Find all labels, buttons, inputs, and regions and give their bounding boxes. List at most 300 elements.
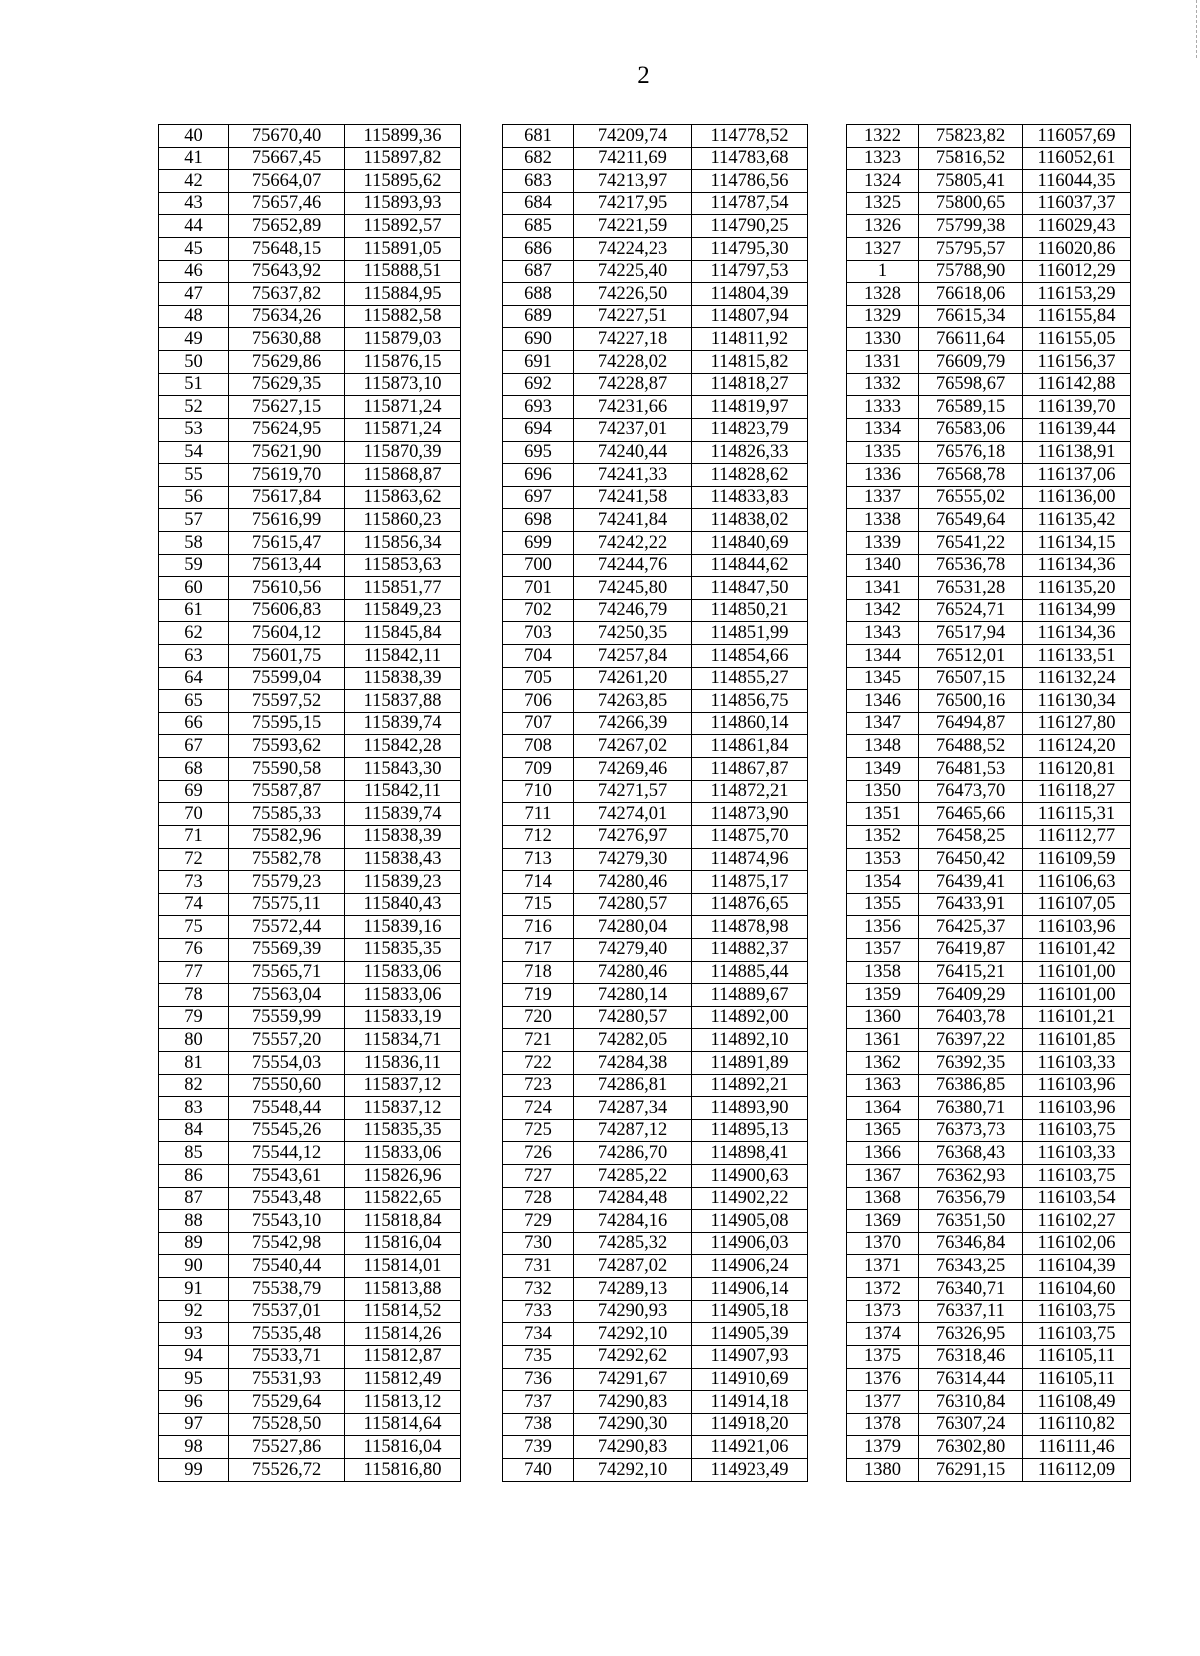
block-separator <box>461 418 503 441</box>
middle-block-point-number-cell: 705 <box>503 667 574 690</box>
middle-block-point-number-cell: 691 <box>503 351 574 374</box>
middle-block-x-coordinate-cell: 74267,02 <box>574 735 692 758</box>
left-block-y-coordinate-cell: 115816,04 <box>345 1232 461 1255</box>
right-block-y-coordinate-cell: 116101,21 <box>1023 1006 1131 1029</box>
left-block-y-coordinate-cell: 115871,24 <box>345 418 461 441</box>
right-block-y-coordinate-cell: 116139,44 <box>1023 418 1131 441</box>
left-block-y-coordinate-cell: 115812,87 <box>345 1345 461 1368</box>
middle-block-y-coordinate-cell: 114867,87 <box>692 758 808 781</box>
block-separator <box>808 622 847 645</box>
left-block-point-number-cell: 87 <box>159 1187 229 1210</box>
middle-block-y-coordinate-cell: 114873,90 <box>692 803 808 826</box>
left-block-point-number-cell: 48 <box>159 305 229 328</box>
right-block-point-number-cell: 1354 <box>847 871 919 894</box>
block-separator <box>808 1051 847 1074</box>
table-row <box>159 871 1131 894</box>
left-block-x-coordinate-cell: 75563,04 <box>229 984 345 1007</box>
right-block-point-number-cell: 1364 <box>847 1097 919 1120</box>
left-block-point-number-cell: 42 <box>159 170 229 193</box>
left-block-y-coordinate-cell: 115833,06 <box>345 1142 461 1165</box>
block-separator <box>808 577 847 600</box>
middle-block-point-number-cell: 686 <box>503 238 574 261</box>
table-row <box>159 1232 1131 1255</box>
right-block-point-number-cell: 1353 <box>847 848 919 871</box>
block-separator <box>808 1436 847 1459</box>
left-block-point-number-cell: 41 <box>159 147 229 170</box>
middle-block-y-coordinate-cell: 114807,94 <box>692 305 808 328</box>
block-separator <box>461 215 503 238</box>
middle-block-x-coordinate-cell: 74242,22 <box>574 531 692 554</box>
right-block-y-coordinate-cell: 116156,37 <box>1023 351 1131 374</box>
right-block-x-coordinate-cell: 76425,37 <box>919 916 1023 939</box>
block-separator <box>461 1278 503 1301</box>
table-row <box>159 305 1131 328</box>
right-block-point-number-cell: 1333 <box>847 396 919 419</box>
left-block-y-coordinate-cell: 115839,16 <box>345 916 461 939</box>
right-block-x-coordinate-cell: 76512,01 <box>919 645 1023 668</box>
left-block-y-coordinate-cell: 115888,51 <box>345 260 461 283</box>
block-separator <box>461 1300 503 1323</box>
right-block-y-coordinate-cell: 116103,75 <box>1023 1323 1131 1346</box>
left-block-point-number-cell: 57 <box>159 509 229 532</box>
left-block-point-number-cell: 72 <box>159 848 229 871</box>
middle-block-x-coordinate-cell: 74280,14 <box>574 984 692 1007</box>
middle-block-y-coordinate-cell: 114892,10 <box>692 1029 808 1052</box>
table-row <box>159 1255 1131 1278</box>
block-separator <box>808 464 847 487</box>
left-block-y-coordinate-cell: 115816,80 <box>345 1458 461 1481</box>
block-separator <box>808 825 847 848</box>
right-block-y-coordinate-cell: 116020,86 <box>1023 238 1131 261</box>
left-block-y-coordinate-cell: 115849,23 <box>345 599 461 622</box>
right-block-x-coordinate-cell: 76583,06 <box>919 418 1023 441</box>
block-separator <box>808 712 847 735</box>
block-separator <box>808 938 847 961</box>
right-block-x-coordinate-cell: 76409,29 <box>919 984 1023 1007</box>
middle-block-x-coordinate-cell: 74271,57 <box>574 780 692 803</box>
block-separator <box>461 554 503 577</box>
left-block-point-number-cell: 58 <box>159 531 229 554</box>
right-block-x-coordinate-cell: 76517,94 <box>919 622 1023 645</box>
left-block-point-number-cell: 90 <box>159 1255 229 1278</box>
block-separator <box>808 735 847 758</box>
table-row <box>159 1119 1131 1142</box>
middle-block-y-coordinate-cell: 114921,06 <box>692 1436 808 1459</box>
middle-block-x-coordinate-cell: 74225,40 <box>574 260 692 283</box>
block-separator <box>808 667 847 690</box>
left-block-x-coordinate-cell: 75544,12 <box>229 1142 345 1165</box>
right-block-x-coordinate-cell: 76524,71 <box>919 599 1023 622</box>
left-block-x-coordinate-cell: 75652,89 <box>229 215 345 238</box>
middle-block-y-coordinate-cell: 114783,68 <box>692 147 808 170</box>
left-block-y-coordinate-cell: 115839,74 <box>345 803 461 826</box>
middle-block-point-number-cell: 737 <box>503 1391 574 1414</box>
right-block-y-coordinate-cell: 116029,43 <box>1023 215 1131 238</box>
left-block-x-coordinate-cell: 75557,20 <box>229 1029 345 1052</box>
block-separator <box>808 373 847 396</box>
left-block-point-number-cell: 64 <box>159 667 229 690</box>
right-block-point-number-cell: 1362 <box>847 1051 919 1074</box>
right-block-y-coordinate-cell: 116136,00 <box>1023 486 1131 509</box>
middle-block-y-coordinate-cell: 114918,20 <box>692 1413 808 1436</box>
middle-block-y-coordinate-cell: 114804,39 <box>692 283 808 306</box>
middle-block-point-number-cell: 719 <box>503 984 574 1007</box>
middle-block-y-coordinate-cell: 114778,52 <box>692 125 808 148</box>
left-block-y-coordinate-cell: 115871,24 <box>345 396 461 419</box>
middle-block-point-number-cell: 733 <box>503 1300 574 1323</box>
middle-block-x-coordinate-cell: 74224,23 <box>574 238 692 261</box>
right-block-point-number-cell: 1376 <box>847 1368 919 1391</box>
left-block-y-coordinate-cell: 115876,15 <box>345 351 461 374</box>
right-block-y-coordinate-cell: 116134,36 <box>1023 622 1131 645</box>
left-block-y-coordinate-cell: 115837,12 <box>345 1097 461 1120</box>
left-block-y-coordinate-cell: 115816,04 <box>345 1436 461 1459</box>
left-block-point-number-cell: 70 <box>159 803 229 826</box>
right-block-point-number-cell: 1339 <box>847 531 919 554</box>
middle-block-x-coordinate-cell: 74250,35 <box>574 622 692 645</box>
left-block-point-number-cell: 67 <box>159 735 229 758</box>
left-block-point-number-cell: 54 <box>159 441 229 464</box>
block-separator <box>461 690 503 713</box>
middle-block-y-coordinate-cell: 114905,39 <box>692 1323 808 1346</box>
left-block-y-coordinate-cell: 115814,52 <box>345 1300 461 1323</box>
left-block-y-coordinate-cell: 115856,34 <box>345 531 461 554</box>
block-separator <box>808 1187 847 1210</box>
left-block-x-coordinate-cell: 75619,70 <box>229 464 345 487</box>
left-block-y-coordinate-cell: 115893,93 <box>345 192 461 215</box>
block-separator <box>808 916 847 939</box>
left-block-y-coordinate-cell: 115813,12 <box>345 1391 461 1414</box>
block-separator <box>461 735 503 758</box>
block-separator <box>808 441 847 464</box>
middle-block-x-coordinate-cell: 74290,30 <box>574 1413 692 1436</box>
block-separator <box>808 1074 847 1097</box>
block-separator <box>461 147 503 170</box>
right-block-y-coordinate-cell: 116133,51 <box>1023 645 1131 668</box>
left-block-x-coordinate-cell: 75670,40 <box>229 125 345 148</box>
middle-block-point-number-cell: 700 <box>503 554 574 577</box>
right-block-y-coordinate-cell: 116138,91 <box>1023 441 1131 464</box>
left-block-point-number-cell: 81 <box>159 1051 229 1074</box>
left-block-y-coordinate-cell: 115812,49 <box>345 1368 461 1391</box>
middle-block-x-coordinate-cell: 74246,79 <box>574 599 692 622</box>
middle-block-y-coordinate-cell: 114815,82 <box>692 351 808 374</box>
block-separator <box>808 1300 847 1323</box>
left-block-point-number-cell: 69 <box>159 780 229 803</box>
middle-block-x-coordinate-cell: 74227,18 <box>574 328 692 351</box>
left-block-point-number-cell: 78 <box>159 984 229 1007</box>
left-block-x-coordinate-cell: 75543,61 <box>229 1165 345 1188</box>
table-row <box>159 1006 1131 1029</box>
middle-block-x-coordinate-cell: 74241,84 <box>574 509 692 532</box>
right-block-point-number-cell: 1375 <box>847 1345 919 1368</box>
table-row <box>159 1097 1131 1120</box>
left-block-x-coordinate-cell: 75621,90 <box>229 441 345 464</box>
table-row <box>159 1458 1131 1481</box>
middle-block-x-coordinate-cell: 74221,59 <box>574 215 692 238</box>
right-block-y-coordinate-cell: 116134,36 <box>1023 554 1131 577</box>
middle-block-x-coordinate-cell: 74284,48 <box>574 1187 692 1210</box>
block-separator <box>461 441 503 464</box>
middle-block-x-coordinate-cell: 74228,02 <box>574 351 692 374</box>
block-separator <box>461 1391 503 1414</box>
right-block-point-number-cell: 1371 <box>847 1255 919 1278</box>
right-block-x-coordinate-cell: 76419,87 <box>919 938 1023 961</box>
left-block-x-coordinate-cell: 75565,71 <box>229 961 345 984</box>
left-block-y-coordinate-cell: 115873,10 <box>345 373 461 396</box>
left-block-point-number-cell: 99 <box>159 1458 229 1481</box>
right-block-x-coordinate-cell: 76615,34 <box>919 305 1023 328</box>
left-block-y-coordinate-cell: 115814,26 <box>345 1323 461 1346</box>
left-block-x-coordinate-cell: 75593,62 <box>229 735 345 758</box>
left-block-y-coordinate-cell: 115868,87 <box>345 464 461 487</box>
block-separator <box>808 1006 847 1029</box>
block-separator <box>461 192 503 215</box>
right-block-y-coordinate-cell: 116103,96 <box>1023 1097 1131 1120</box>
block-separator <box>461 351 503 374</box>
right-block-x-coordinate-cell: 75823,82 <box>919 125 1023 148</box>
left-block-point-number-cell: 62 <box>159 622 229 645</box>
left-block-x-coordinate-cell: 75597,52 <box>229 690 345 713</box>
middle-block-point-number-cell: 698 <box>503 509 574 532</box>
left-block-x-coordinate-cell: 75617,84 <box>229 486 345 509</box>
block-separator <box>461 238 503 261</box>
block-separator <box>461 758 503 781</box>
right-block-y-coordinate-cell: 116112,09 <box>1023 1458 1131 1481</box>
table-row <box>159 418 1131 441</box>
table-row <box>159 735 1131 758</box>
right-block-y-coordinate-cell: 116103,75 <box>1023 1165 1131 1188</box>
block-separator <box>461 1368 503 1391</box>
table-row <box>159 984 1131 1007</box>
left-block-y-coordinate-cell: 115882,58 <box>345 305 461 328</box>
left-block-x-coordinate-cell: 75599,04 <box>229 667 345 690</box>
middle-block-point-number-cell: 711 <box>503 803 574 826</box>
right-block-point-number-cell: 1336 <box>847 464 919 487</box>
middle-block-x-coordinate-cell: 74280,46 <box>574 961 692 984</box>
block-separator <box>808 418 847 441</box>
right-block-point-number-cell: 1360 <box>847 1006 919 1029</box>
right-block-point-number-cell: 1337 <box>847 486 919 509</box>
right-block-y-coordinate-cell: 116052,61 <box>1023 147 1131 170</box>
middle-block-x-coordinate-cell: 74217,95 <box>574 192 692 215</box>
block-separator <box>808 645 847 668</box>
left-block-point-number-cell: 96 <box>159 1391 229 1414</box>
left-block-y-coordinate-cell: 115814,64 <box>345 1413 461 1436</box>
table-row <box>159 396 1131 419</box>
middle-block-x-coordinate-cell: 74257,84 <box>574 645 692 668</box>
left-block-point-number-cell: 82 <box>159 1074 229 1097</box>
middle-block-point-number-cell: 712 <box>503 825 574 848</box>
block-separator <box>461 916 503 939</box>
left-block-point-number-cell: 47 <box>159 283 229 306</box>
right-block-x-coordinate-cell: 76439,41 <box>919 871 1023 894</box>
middle-block-y-coordinate-cell: 114833,83 <box>692 486 808 509</box>
left-block-y-coordinate-cell: 115891,05 <box>345 238 461 261</box>
block-separator <box>461 1097 503 1120</box>
block-separator <box>461 1345 503 1368</box>
left-block-x-coordinate-cell: 75582,96 <box>229 825 345 848</box>
left-block-point-number-cell: 74 <box>159 893 229 916</box>
left-block-y-coordinate-cell: 115826,96 <box>345 1165 461 1188</box>
block-separator <box>461 373 503 396</box>
middle-block-point-number-cell: 690 <box>503 328 574 351</box>
middle-block-x-coordinate-cell: 74282,05 <box>574 1029 692 1052</box>
middle-block-y-coordinate-cell: 114855,27 <box>692 667 808 690</box>
table-row <box>159 1210 1131 1233</box>
right-block-point-number-cell: 1352 <box>847 825 919 848</box>
right-block-x-coordinate-cell: 76473,70 <box>919 780 1023 803</box>
right-block-point-number-cell: 1377 <box>847 1391 919 1414</box>
middle-block-point-number-cell: 738 <box>503 1413 574 1436</box>
right-block-point-number-cell: 1367 <box>847 1165 919 1188</box>
right-block-point-number-cell: 1351 <box>847 803 919 826</box>
right-block-y-coordinate-cell: 116153,29 <box>1023 283 1131 306</box>
left-block-x-coordinate-cell: 75572,44 <box>229 916 345 939</box>
middle-block-y-coordinate-cell: 114823,79 <box>692 418 808 441</box>
right-block-point-number-cell: 1348 <box>847 735 919 758</box>
coordinates-table-body <box>159 125 1131 1482</box>
left-block-point-number-cell: 88 <box>159 1210 229 1233</box>
middle-block-y-coordinate-cell: 114856,75 <box>692 690 808 713</box>
block-separator <box>461 1074 503 1097</box>
middle-block-point-number-cell: 713 <box>503 848 574 871</box>
table-row <box>159 780 1131 803</box>
block-separator <box>461 1458 503 1481</box>
middle-block-y-coordinate-cell: 114797,53 <box>692 260 808 283</box>
middle-block-x-coordinate-cell: 74263,85 <box>574 690 692 713</box>
right-block-y-coordinate-cell: 116103,75 <box>1023 1300 1131 1323</box>
left-block-point-number-cell: 94 <box>159 1345 229 1368</box>
middle-block-point-number-cell: 707 <box>503 712 574 735</box>
middle-block-x-coordinate-cell: 74290,83 <box>574 1391 692 1414</box>
right-block-point-number-cell: 1326 <box>847 215 919 238</box>
right-block-y-coordinate-cell: 116101,85 <box>1023 1029 1131 1052</box>
middle-block-x-coordinate-cell: 74286,70 <box>574 1142 692 1165</box>
middle-block-y-coordinate-cell: 114905,18 <box>692 1300 808 1323</box>
right-block-y-coordinate-cell: 116102,06 <box>1023 1232 1131 1255</box>
table-row <box>159 351 1131 374</box>
right-block-x-coordinate-cell: 75800,65 <box>919 192 1023 215</box>
middle-block-y-coordinate-cell: 114840,69 <box>692 531 808 554</box>
right-block-x-coordinate-cell: 75805,41 <box>919 170 1023 193</box>
left-block-x-coordinate-cell: 75601,75 <box>229 645 345 668</box>
table-row <box>159 961 1131 984</box>
left-block-point-number-cell: 61 <box>159 599 229 622</box>
table-row <box>159 1029 1131 1052</box>
right-block-x-coordinate-cell: 76555,02 <box>919 486 1023 509</box>
right-block-y-coordinate-cell: 116139,70 <box>1023 396 1131 419</box>
middle-block-point-number-cell: 736 <box>503 1368 574 1391</box>
block-separator <box>808 170 847 193</box>
middle-block-x-coordinate-cell: 74285,22 <box>574 1165 692 1188</box>
block-separator <box>461 1436 503 1459</box>
block-separator <box>808 961 847 984</box>
table-row <box>159 215 1131 238</box>
left-block-y-coordinate-cell: 115853,63 <box>345 554 461 577</box>
left-block-point-number-cell: 91 <box>159 1278 229 1301</box>
left-block-x-coordinate-cell: 75648,15 <box>229 238 345 261</box>
block-separator <box>461 1029 503 1052</box>
block-separator <box>461 1006 503 1029</box>
left-block-point-number-cell: 92 <box>159 1300 229 1323</box>
right-block-point-number-cell: 1365 <box>847 1119 919 1142</box>
block-separator <box>461 1210 503 1233</box>
right-block-x-coordinate-cell: 76576,18 <box>919 441 1023 464</box>
right-block-y-coordinate-cell: 116124,20 <box>1023 735 1131 758</box>
left-block-point-number-cell: 83 <box>159 1097 229 1120</box>
block-separator <box>461 1413 503 1436</box>
table-row <box>159 599 1131 622</box>
left-block-x-coordinate-cell: 75630,88 <box>229 328 345 351</box>
middle-block-x-coordinate-cell: 74244,76 <box>574 554 692 577</box>
middle-block-point-number-cell: 718 <box>503 961 574 984</box>
left-block-x-coordinate-cell: 75657,46 <box>229 192 345 215</box>
right-block-point-number-cell: 1340 <box>847 554 919 577</box>
right-block-point-number-cell: 1378 <box>847 1413 919 1436</box>
block-separator <box>808 1345 847 1368</box>
middle-block-y-coordinate-cell: 114860,14 <box>692 712 808 735</box>
right-block-x-coordinate-cell: 76536,78 <box>919 554 1023 577</box>
block-separator <box>461 645 503 668</box>
right-block-x-coordinate-cell: 76362,93 <box>919 1165 1023 1188</box>
block-separator <box>808 328 847 351</box>
middle-block-point-number-cell: 739 <box>503 1436 574 1459</box>
block-separator <box>808 893 847 916</box>
left-block-point-number-cell: 73 <box>159 871 229 894</box>
right-block-y-coordinate-cell: 116103,75 <box>1023 1119 1131 1142</box>
block-separator <box>808 351 847 374</box>
middle-block-y-coordinate-cell: 114882,37 <box>692 938 808 961</box>
right-block-x-coordinate-cell: 76531,28 <box>919 577 1023 600</box>
middle-block-y-coordinate-cell: 114900,63 <box>692 1165 808 1188</box>
middle-block-point-number-cell: 710 <box>503 780 574 803</box>
left-block-x-coordinate-cell: 75613,44 <box>229 554 345 577</box>
middle-block-point-number-cell: 730 <box>503 1232 574 1255</box>
middle-block-y-coordinate-cell: 114898,41 <box>692 1142 808 1165</box>
left-block-y-coordinate-cell: 115870,39 <box>345 441 461 464</box>
block-separator <box>461 283 503 306</box>
right-block-y-coordinate-cell: 116057,69 <box>1023 125 1131 148</box>
left-block-y-coordinate-cell: 115834,71 <box>345 1029 461 1052</box>
table-row <box>159 1436 1131 1459</box>
table-row <box>159 238 1131 261</box>
middle-block-x-coordinate-cell: 74287,34 <box>574 1097 692 1120</box>
right-block-x-coordinate-cell: 76307,24 <box>919 1413 1023 1436</box>
left-block-y-coordinate-cell: 115818,84 <box>345 1210 461 1233</box>
right-block-x-coordinate-cell: 76346,84 <box>919 1232 1023 1255</box>
right-block-x-coordinate-cell: 76380,71 <box>919 1097 1023 1120</box>
middle-block-x-coordinate-cell: 74287,02 <box>574 1255 692 1278</box>
right-block-point-number-cell: 1359 <box>847 984 919 1007</box>
block-separator <box>461 938 503 961</box>
left-block-point-number-cell: 71 <box>159 825 229 848</box>
right-block-point-number-cell: 1346 <box>847 690 919 713</box>
left-block-y-coordinate-cell: 115835,35 <box>345 1119 461 1142</box>
block-separator <box>808 1210 847 1233</box>
middle-block-x-coordinate-cell: 74245,80 <box>574 577 692 600</box>
left-block-point-number-cell: 60 <box>159 577 229 600</box>
right-block-point-number-cell: 1323 <box>847 147 919 170</box>
table-row <box>159 1368 1131 1391</box>
block-separator <box>808 554 847 577</box>
left-block-point-number-cell: 40 <box>159 125 229 148</box>
left-block-point-number-cell: 97 <box>159 1413 229 1436</box>
block-separator <box>461 396 503 419</box>
left-block-point-number-cell: 53 <box>159 418 229 441</box>
block-separator <box>461 464 503 487</box>
block-separator <box>461 509 503 532</box>
